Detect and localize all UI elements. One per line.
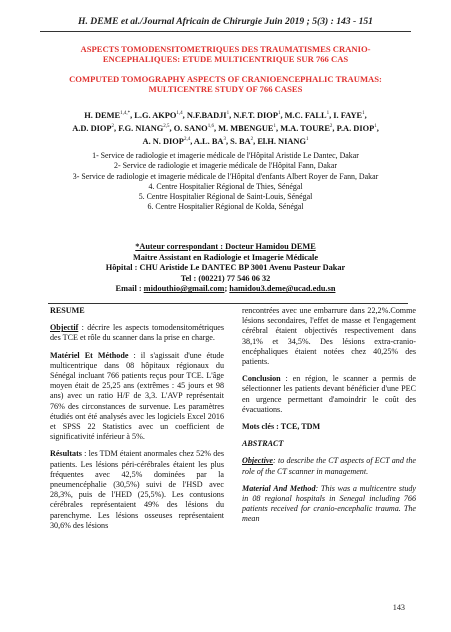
page-number: 143 <box>392 603 405 612</box>
author-name: H. DEME <box>84 110 121 120</box>
author-name: , A.L. BA <box>190 136 224 146</box>
author-name: A.D. DIOP <box>72 123 112 133</box>
objective-label: Objective <box>242 456 274 466</box>
resultats-continued: rencontrées avec une embarrure dans 22,2%.Comme lésions secondaires, l'effet de masse et l'engagement cérébral étaient objectivés respectivement dans 38,1% et 34,5%. Des lésions extra-cranio-encéphaliques étaient notées chez 40,25% des patients. <box>242 306 416 367</box>
author-name: , I. FAYE <box>329 110 363 120</box>
resume-objectif <box>50 323 224 343</box>
affiliation-item: 3- Service de radiologie et imagerie médicale de l'Hôpital d'enfants Albert Royer de Fann, Dakar <box>72 171 379 181</box>
author-affil-sup: 2 <box>111 124 115 130</box>
resume-methode <box>50 351 224 443</box>
affiliation-item: 5. Centre Hospitalier Régional de Saint-Louis, Sénégal <box>138 192 313 202</box>
resume-heading: RESUME <box>50 306 85 315</box>
left-column <box>50 306 224 538</box>
methode-text: : il s'agissait d'une étude multicentrique dans 08 hôpitaux régionaux du Sénégal incluant 766 patients reçus pour TCE. L'âge moyen était de 25,25 ans (extrêmes : 45 jours et 98 ans) avec un ratio H/F de 3,3. L'AVP représentait 76% des circonstances de survenue. Les paramètres étudiés ont été analysés avec les logiciels Excel 2016 et SPSS 22 Statistics avec un coefficient de significativité inférieur à 5%. <box>50 350 225 442</box>
objectif-label: Objectif <box>50 323 79 333</box>
email-link-2[interactable]: hamidou3.deme@ucad.edu.sn <box>229 284 336 294</box>
conclusion-text: : en région, le scanner a permis de sélectionner les patients devant bénéficier d'une PEC en urgence permettant d'amoindrir le coût des évacuations. <box>242 374 416 414</box>
author-name: , L.G. AKPO <box>130 110 177 120</box>
title-french: ASPECTS TOMODENSITOMETRIQUES DES TRAUMATISMES CRANIO-ENCEPHALIQUES: ETUDE MULTICENTRIQUE SUR 766 CAS <box>80 44 371 65</box>
author-affil-sup: 2 <box>329 124 333 130</box>
affiliation-item: 2- Service de radiologie et imagerie médicale de l'Hôpital Fann, Dakar <box>114 161 337 171</box>
author-affil-sup: 3 <box>223 137 226 143</box>
author-name: , M.C. FALL <box>280 110 327 120</box>
author-name: , S. BA <box>225 136 251 146</box>
header-rule <box>40 31 411 32</box>
mots-cles: Mots clés : TCE, TDM <box>242 422 321 432</box>
author-affil-sup: 2,4 <box>183 137 191 143</box>
author-name: , N.F.T. DIOP <box>229 110 278 120</box>
author-name: , P.A. DIOP <box>332 123 375 133</box>
affiliation-item: 1- Service de radiologie et imagerie médicale de l'Hôpital Aristide Le Dantec, Dakar <box>92 151 359 160</box>
right-column <box>242 306 416 532</box>
affiliation-item: 6. Centre Hospitalier Régional de Kolda, Sénégal <box>147 202 304 212</box>
resultats-text: : les TDM étaient anormales chez 52% des patients. Les lésions péri-cérébrales étaient les plus fréquentes avec 42,5% dominées par la pneumencéphalie (30,5%) suivi de l'HSD avec 28,3%, puis de l'HED (25,5%). Les contusions cérébrales représentaient 49% des lésions du parenchyme. Les lésions osseuses représentaient 30,6% des lésions <box>50 449 224 530</box>
corresponding-email <box>62 284 389 295</box>
affiliations <box>48 151 403 213</box>
corresponding-phone: Tel : (00221) 77 546 06 32 <box>180 273 271 283</box>
methode-label: Matériel Et Méthode <box>50 350 129 360</box>
author-name: , N.F.BADJI <box>182 110 227 120</box>
column-rule <box>48 303 408 304</box>
abstract-objective <box>242 456 416 476</box>
author-affil-sup: 2 <box>250 137 254 143</box>
corresponding-label: *Auteur correspondant : Docteur Hamidou DEME <box>135 242 316 251</box>
author-sep: , <box>364 110 367 120</box>
running-head: H. DEME et al./Journal Africain de Chirurgie Juin 2019 ; 5(3) : 143 - 151 <box>78 16 373 27</box>
abstract-method <box>242 484 416 525</box>
resultats-label: Résultats <box>50 449 82 459</box>
author-name: , O. SANO <box>169 123 208 133</box>
corresponding-title: Maitre Assistant en Radiologie et Imagerie Médicale <box>132 252 319 262</box>
author-name: , El.H. NIANG <box>253 136 306 146</box>
conclusion-label: Conclusion <box>242 374 281 384</box>
method-text: : This was a multicentre study in 08 regional hospitals in Senegal including 766 patients received for cranio-encephalic trauma. The mean <box>242 483 417 524</box>
objective-text: : to describe the CT aspects of ECT and the role of the CT scanner in management. <box>242 456 416 476</box>
author-affil-sup: 1 <box>273 124 276 130</box>
email-sep: ; <box>224 284 230 294</box>
resume-resultats <box>50 449 224 531</box>
author-name: A. N. DIOP <box>142 136 184 146</box>
author-affil-sup: 1 <box>374 124 377 130</box>
author-affil-sup: 1,4,* <box>120 111 131 116</box>
author-name: , M. MBENGUE <box>213 123 274 133</box>
title-english: COMPUTED TOMOGRAPHY ASPECTS OF CRANIOENCEPHALIC TRAUMAS: MULTICENTRE STUDY OF 766 CASES <box>69 74 382 95</box>
author-affil-sup: 1,6 <box>207 124 214 130</box>
abstract-heading: ABSTRACT <box>242 439 284 449</box>
corresponding-address: Hôpital : CHU Aristide Le DANTEC BP 3001 Avenu Pasteur Dakar <box>105 263 346 273</box>
resume-conclusion <box>242 374 416 415</box>
author-list: H. $DEME^{1,4,*}$, L.G. AKPO$^{1,4}$, N.F.BADJI$^1$, N.F.T. DIOP$^1$, M.C. FALL$^1$, I. FAYE$^1$, A.D. DIOP$^2$, F.G. NIANG$^{2,5}$, O. SANO$^{1,6}$, M. MBENGUE$^1$, M.A. TOURE$^2$, P.A. DIOP$^1$, A. N. DIOP$^{2,4}$, A.L. $BA^3$, S. $BA^2$, El.H. NIANG$^1$ <box>72 110 379 146</box>
author-affil-sup: 1 <box>326 111 330 116</box>
author-name: , M.A. TOURE <box>276 123 330 133</box>
author-name: , F.G. NIANG <box>114 123 164 133</box>
author-affil-sup: 1 <box>362 111 365 116</box>
corresponding-author <box>62 242 389 295</box>
method-label: Material And Method <box>242 483 316 493</box>
email-label: Email : <box>115 284 144 294</box>
author-affil-sup: 1 <box>226 111 230 116</box>
affiliation-item: 4. Centre Hospitalier Régional de Thies, Sénégal <box>148 181 303 191</box>
author-affil-sup: 1 <box>305 137 309 143</box>
objectif-text: : décrire les aspects tomodensitométriques des TCE et rôle du scanner dans la prise en charge. <box>50 323 224 343</box>
author-affil-sup: 2,5 <box>163 124 170 130</box>
author-affil-sup: 1,4 <box>176 111 183 116</box>
email-link-1[interactable]: midouthio@gmail.com <box>143 284 225 294</box>
author-affil-sup: 1 <box>277 111 281 116</box>
